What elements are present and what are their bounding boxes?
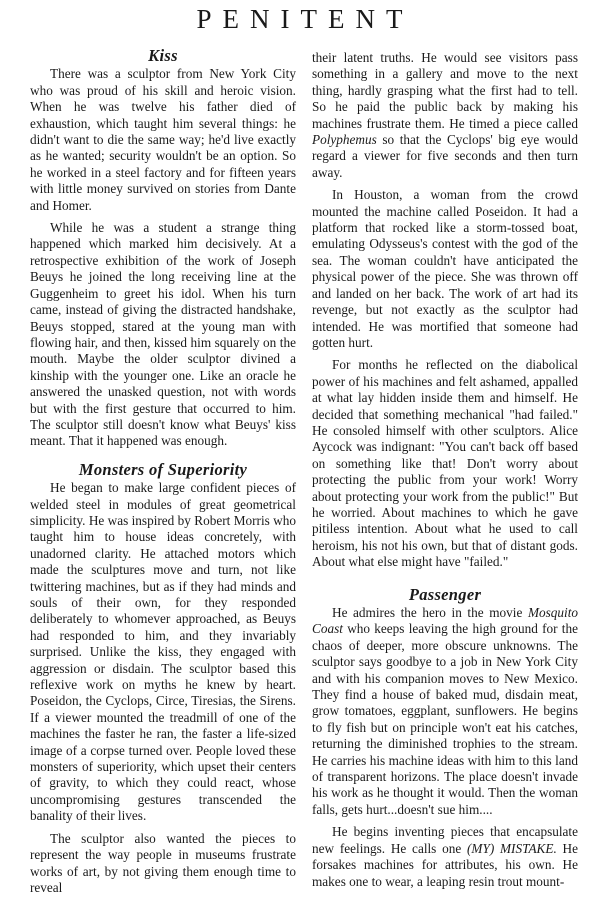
text-run: He admires the hero in the movie: [332, 605, 528, 620]
paragraph: He began to make large confident pieces of welded steel in modules of great geometrical simplicity. He was inspired by Robert Morris who taught him to house ideas concretely, with unadorned clarity. He attached motors which made the sculptures move and turn, not like twittering machines, but as if they had minds and souls of their own, for they responded deliberately to whomever approached, as Beuys had responded to him, and they invariably surprised. Unlike the kiss, they engaged with aggression or disdain. The sculptor based this reflexive work on myths he knew by heart. Poseidon, the Cyclops, Circe, Tiresias, the Sirens. If a viewer mounted the treadmill of one of the machines the faster he ran, the faster a life-sized image of a corpse turned over. People loved these monsters of superiority, which upset their centers of gravity, to which they could react, whose uncompromising gestures transcended the banality of their lives.: [30, 480, 296, 824]
paragraph: There was a sculptor from New York City who was proud of his skill and heroic vision. When he was twelve his father died of exhaustion, which taught him several things: he didn't want to die the same way; he'd live exactly as he wanted; security wouldn't be an option. So he worked in a steel factory and for fifteen years with little money survived on stories from Dante and Homer.: [30, 66, 296, 213]
left-column: [30, 48, 296, 902]
text-run: He begins inventing pieces that encapsulate new feelings. He calls one: [312, 824, 578, 856]
section-heading-kiss: Kiss: [148, 46, 178, 65]
artwork-title: (MY) MISTAKE.: [467, 840, 557, 856]
paragraph: [312, 824, 578, 890]
artwork-title: Polyphemus: [312, 132, 377, 148]
section-heading-monsters: Monsters of Superiority: [78, 459, 248, 479]
text-run: their latent truths. He would see visitors pass something in a gallery and move to the next thing, hardly grasping what the first had to tell. So he paid the public back by making his machines frustrate them. He timed a piece called: [312, 50, 578, 131]
paragraph: While he was a student a strange thing happened which marked him decisively. At a retrospective exhibition of the work of Joseph Beuys he joined the long receiving line at the Guggenheim to greet his idol. When his turn came, instead of giving the distracted handshake, Beuys stopped, stared at the young man with flowing hair, and then, kissed him squarely on the mouth. Maybe the older sculptor divined a kinship with the younger one. Like an oracle he answered the unasked question, not with words but with the first gesture that occurred to him. The sculptor still doesn't know what Beuys' kiss meant. That it happened was enough.: [30, 220, 296, 449]
paragraph: [312, 605, 578, 818]
text-run: who keeps leaving the high ground for the chaos of deeper, more obscure unknowns. The sculptor says goodbye to a job in New York City and with his companion moves to New Mexico. They find a house of baked mud, disdain meat, grow tomatoes, eggplant, sunflowers. He begins to fly fish but on principle won't eat his catches, returning the diminished trophies to the stream. He carries his machine ideas with him to this land of transparent horizons. The place doesn't invade his work as he thought it would. Then the woman falls, gets hurt...doesn't sue him....: [312, 621, 578, 817]
page-title: PENITENT: [196, 4, 414, 34]
paragraph: In Houston, a woman from the crowd mounted the machine called Poseidon. It had a platform that rocked like a storm-tossed boat, emulating Odysseus's contest with the god of the sea. The woman couldn't have anticipated the physical power of the piece. She was thrown off and landed on her back. The work of art had its revenge, but not exactly as the sculptor had intended. He was mortified that someone had gotten hurt.: [312, 187, 578, 350]
paragraph: The sculptor also wanted the pieces to represent the way people in museums frustrate works of art, by not giving them enough time to reveal: [30, 830, 296, 895]
film-title: Mosquito Coast: [312, 605, 578, 637]
text-run: He forsakes machines for attributes, his own. He makes one to wear, a leaping resin trout mount-: [312, 840, 579, 889]
paragraph-continued: [312, 50, 578, 181]
text-run: so that the Cyclops' big eye would regard a viewer for five seconds and then turn away.: [312, 132, 578, 180]
right-column: [312, 50, 578, 896]
paragraph: For months he reflected on the diabolical power of his machines and felt ashamed, appalled at what lay hidden inside them and himself. He decided that something mechanical "had failed." He consoled himself with other sculptors. Alice Aycock was indignant: "You can't back off based on something like that! Don't worry about protecting the public from your work! Worry about protecting your work from the public!" But he worried. About machines to which he gave pitiless intention. About what he used to call heroism, his not his own, but that of distant gods. About what else might have "failed.": [312, 357, 578, 570]
section-heading-passenger: Passenger: [408, 584, 482, 604]
